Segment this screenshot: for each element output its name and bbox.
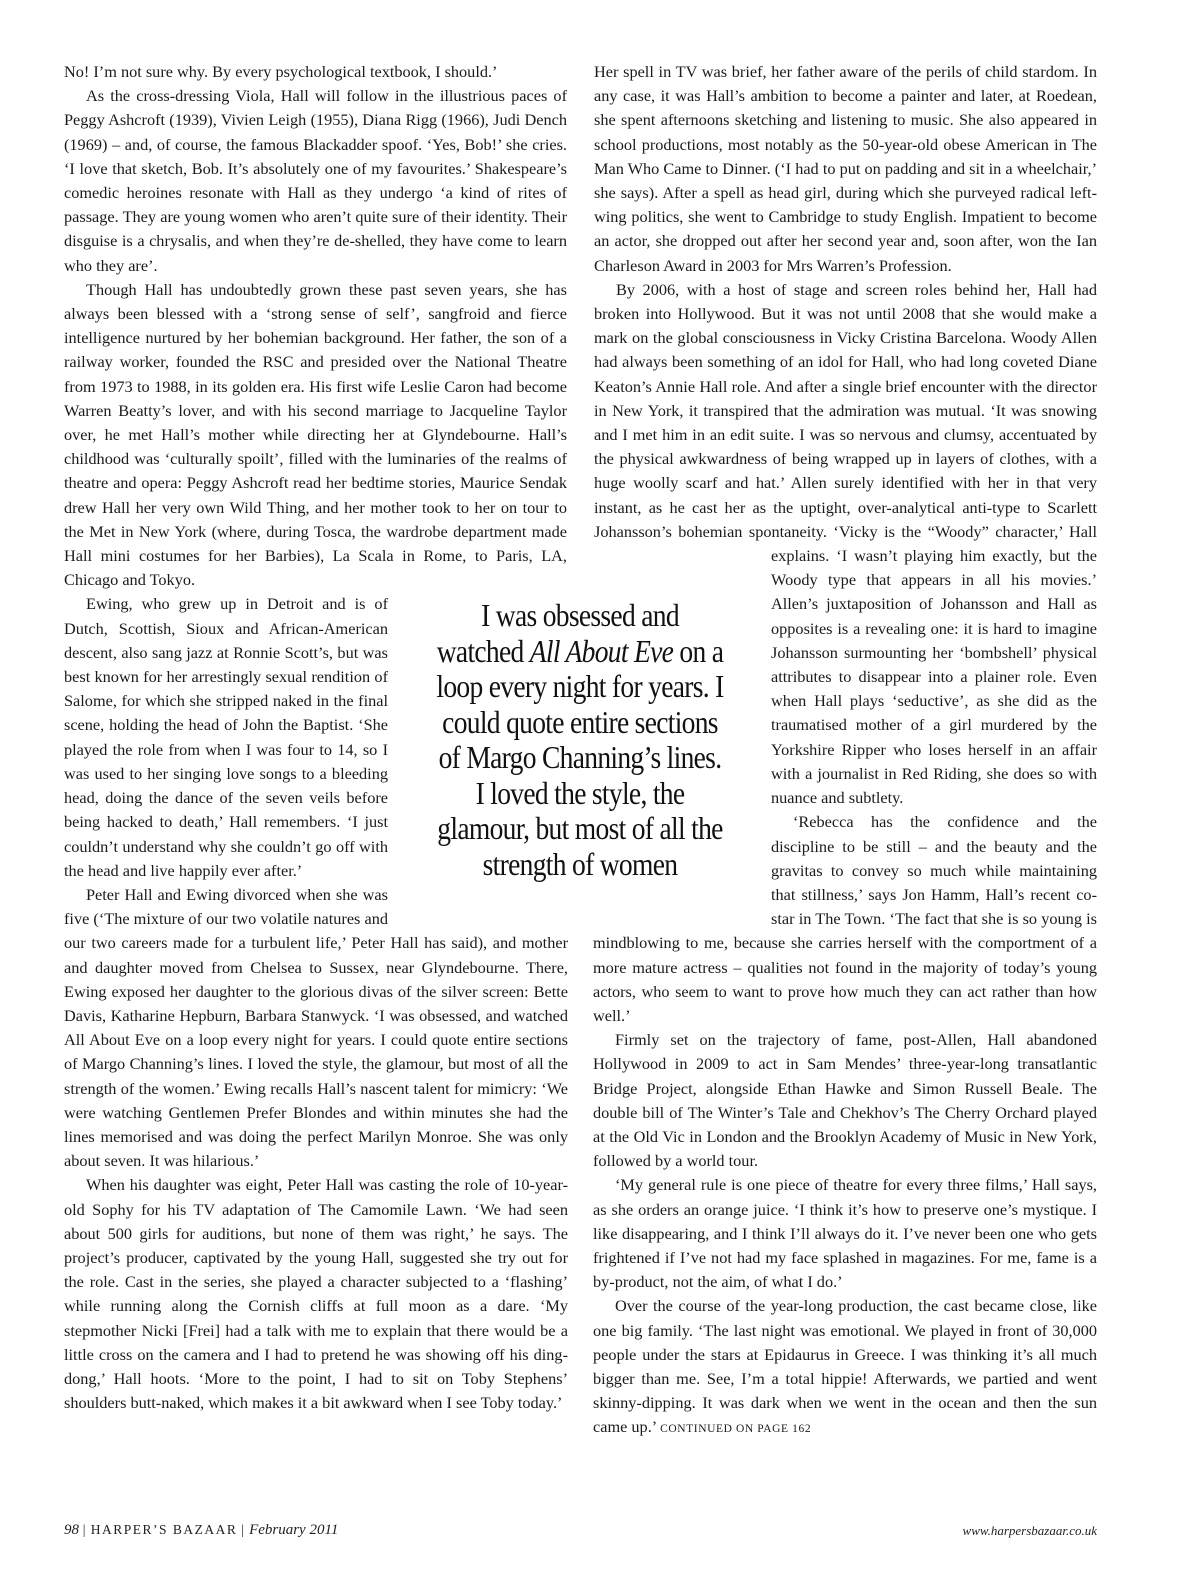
right-paragraph-6 <box>593 1294 1097 1441</box>
right-paragraph-1: Her spell in TV was brief, her father aware of the perils of child stardom. In any case, it was Hall’s ambition to become a painter and later, at Roedean, she spent afternoons sketching and listening to music. She also appeared in school productions, most notably as the 50-year-old obese American in The Man Who Came to Dinner. (‘I had to put on padding and sit in a wheelchair,’ she says). After a spell as head girl, during which she purveyed radical left-wing politics, she went to Cambridge to study English. Impatient to become an actor, she dropped out after her second year and, soon after, won the Ian Charleson Award in 2003 for Mrs Warren’s Profession. <box>594 62 1097 275</box>
left-paragraph-1: No! I’m not sure why. By every psychological textbook, I should.’ <box>64 62 498 81</box>
right-paragraph-6-text: Over the course of the year-long production, the cast became close, like one big family. ‘The last night was emotional. We played in front of 30,000 people under the stars at Epidaurus in Greece. I was thinking it’s all much bigger than me. See, I’m a total hippie! Afterwards, we partied and went skinny-dipping. It was dark when we went in the ocean and then the sun came up.’ <box>593 1296 1097 1437</box>
footer-sep-1: | <box>82 1522 87 1537</box>
pull-quote <box>436 598 725 882</box>
left-paragraph-6: When his daughter was eight, Peter Hall was casting the role of 10-year-old Sophy for his TV adaptation of The Camomile Lawn. ‘We had seen about 500 girls for auditions, but none of them was right,’ he says. The project’s producer, captivated by the young Hall, suggested she try out for the role. Cast in the series, she played a character subjected to a ‘flashing’ while running along the Cornish cliffs at full moon as a dare. ‘My stepmother Nicki [Frei] had a talk with me to explain that there would be a little cross on the camera and I had to pretend he was showing off his ding-dong,’ Hall hoots. ‘More to the point, I had to sit on Toby Stephens’ shoulders butt-naked, which makes it a bit awkward when I see Toby today.’ <box>64 1175 568 1413</box>
float-spacer <box>567 60 568 585</box>
left-paragraph-2: As the cross-dressing Viola, Hall will follow in the illustrious paces of Peggy Ashcroft (1939), Vivien Leigh (1955), Diana Rigg (1966), Judi Dench (1969) – and, of course, the famous Blackadder spoof. ‘Yes, Bob!’ she cries. ‘I love that sketch, Bob. It’s absolutely one of my favourites.’ Shakespeare’s comedic heroines resonate with Hall as they undergo ‘a kind of rites of passage. They are young women who aren’t quite sure of their identity. Their disguise is a chrysalis, and when they’re de-shelled, they have come to learn who they are’. <box>64 86 567 275</box>
pullquote-film-title: All About Eve <box>529 632 674 669</box>
page-footer <box>64 1522 1097 1539</box>
issue-date: February 2011 <box>249 1522 339 1538</box>
footer-sep-2: | <box>241 1522 246 1537</box>
right-paragraph-3: ‘Rebecca has the confidence and the discipline to be still – and the beauty and the gravitas to convey so much while maintaining that stillness,’ says Jon Hamm, Hall’s recent co-star in The Town. ‘The fact that she is so young is mindblowing to me, because she carries herself with the comportment of a more mature actress – qualities not found in the majority of today’s young actors, who seem to want to prove how much they can act rather than how well.’ <box>593 812 1097 1025</box>
pullquote-pre: I was obsessed and watched <box>436 597 679 669</box>
left-paragraph-4: Ewing, who grew up in Detroit and is of Dutch, Scottish, Sioux and African-American descent, also sang jazz at Ronnie Scott’s, but was best known for her arrestingly sexual rendition of Salome, for which she stripped naked in the final scene, holding the head of John the Baptist. ‘She played the role from when I was four to 14, so I was used to her singing love songs to a bleeding head, doing the dance of the seven veils before being hacked to death,’ Hall remembers. ‘I just couldn’t understand why she couldn’t go off with the head and live happily ever after.’ <box>64 594 388 880</box>
left-paragraph-3: Though Hall has undoubtedly grown these past seven years, she has always been blessed with a ‘strong sense of self’, sangfroid and fierce intelligence nurtured by her bohemian background. Her father, the son of a railway worker, founded the RSC and presided over the National Theatre from 1973 to 1988, in its golden era. His first wife Leslie Caron had become Warren Beatty’s lover, and with his second marriage to Jacqueline Taylor over, he met Hall’s mother while directing her at Glyndebourne. Hall’s childhood was ‘culturally spoilt’, filled with the luminaries of the realms of theatre and opera: Peggy Ashcroft read her bedtime stories, Maurice Sendak drew Hall her very own Wild Thing, and her mother took to her on tour to the Met in New York (where, during Tosca, the wardrobe department made Hall mini costumes for her Barbies), La Scala in Rome, to Paris, LA, Chicago and Tokyo. <box>64 279 567 590</box>
left-paragraph-5: Peter Hall and Ewing divorced when she was five (‘The mixture of our two volatile natures and our two careers made for a turbulent life,’ Peter Hall has said), and mother and daughter moved from Chelsea to Sussex, near Glyndebourne. There, Ewing exposed her daughter to the glorious divas of the silver screen: Bette Davis, Katharine Hepburn, Barbara Stanwyck. ‘I was obsessed, and watched All About Eve on a loop every night for years. I could quote entire sections of Margo Channing’s lines. I loved the style, the glamour, but most of all the strength of the women.’ Ewing recalls Hall’s nascent talent for mimicry: ‘We were watching Gentlemen Prefer Blondes and within minutes she had the lines memorised and was doing the perfect Marilyn Monroe. She was only about seven. It was hilarious.’ <box>64 884 568 1171</box>
website-url: www.harpersbazaar.co.uk <box>962 1523 1097 1538</box>
continued-note: CONTINUED ON PAGE 162 <box>660 1423 812 1436</box>
right-paragraph-2: By 2006, with a host of stage and screen roles behind her, Hall had broken into Hollywood. But it was not until 2008 that she would make a mark on the global consciousness in Vicky Cristina Barcelona. Woody Allen had always been something of an idol for Hall, who had long coveted Diane Keaton’s Annie Hall role. And after a single brief encounter with the director in New York, it transpired that the admiration was mutual. ‘It was snowing and I met him in an edit suite. I was so nervous and clumsy, accentuated by the physical awkwardness of being wrapped up in layers of clothes, with a huge woolly scarf and hat.’ Allen surely identified with her in that very instant, as he cast her as the uptight, over-analytical anti-type to Scarlett Johansson’s bohemian spontaneity. ‘Vicky is the “Woody” character,’ Hall explains. ‘I wasn’t playing him exactly, but the Woody type that appears in all his movies.’ Allen’s juxtaposition of Johansson and Hall as opposites is a revealing one: it is hard to imagine Johansson surmounting her ‘bombshell’ physical attributes to disappear into a plainer role. Even when Hall plays ‘seductive’, as she did as the traumatised mother of a girl murdered by the Yorkshire Ripper who loses herself in an affair with a journalist in Red Riding, she does so with nuance and subtlety. <box>594 279 1097 808</box>
pullquote-post: on a loop every night for years. I could quote entire sections of Margo Channing’s lines. I loved the style, the glamour, but most of all the strength of women <box>436 632 724 882</box>
publication-name: HARPER’S BAZAAR <box>90 1522 238 1537</box>
right-paragraph-5: ‘My general rule is one piece of theatre for every three films,’ Hall says, as she orders an orange juice. ‘I think it’s how to preserve one’s mystique. I like disappearing, and I think I’ll always do it. I’ve never been one who gets frightened if I’ve not had my face splashed in magazines. For me, fame is a by-product, not the aim, of what I do.’ <box>593 1175 1097 1292</box>
page-number: 98 <box>64 1522 79 1538</box>
right-paragraph-4: Firmly set on the trajectory of fame, post-Allen, Hall abandoned Hollywood in 2009 to act in Sam Mendes’ three-year-long transatlantic Bridge Project, alongside Ethan Hawke and Simon Russell Beale. The double bill of The Winter’s Tale and Chekhov’s The Cherry Orchard played at the Old Vic in London and the Brooklyn Academy of Music in New York, followed by a world tour. <box>593 1030 1097 1171</box>
